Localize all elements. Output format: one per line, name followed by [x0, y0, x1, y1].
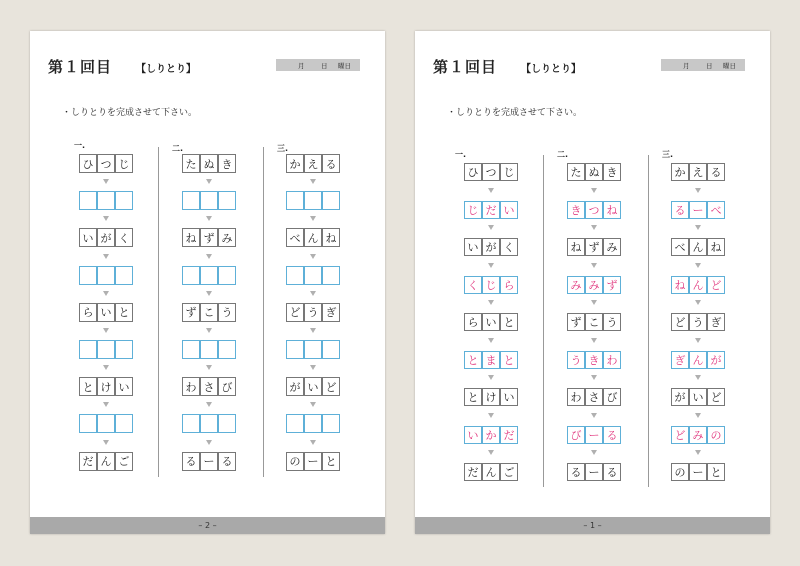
- blank-box[interactable]: [322, 191, 340, 210]
- down-arrow-icon: [591, 188, 597, 193]
- blank-box[interactable]: [79, 340, 97, 359]
- word-row: [286, 452, 340, 471]
- char-box: え: [689, 163, 707, 181]
- column-divider: [263, 147, 264, 477]
- blank-box[interactable]: [286, 266, 304, 285]
- char-box: が: [482, 238, 500, 256]
- char-box: る: [322, 154, 340, 173]
- down-arrow-icon: [206, 291, 212, 296]
- char-box: ね: [671, 276, 689, 294]
- char-box: ご: [500, 463, 518, 481]
- char-box: ん: [304, 228, 322, 247]
- answer-blank-row[interactable]: [79, 414, 133, 433]
- down-arrow-icon: [206, 402, 212, 407]
- char-box: み: [689, 426, 707, 444]
- down-arrow-icon: [591, 263, 597, 268]
- down-arrow-icon: [103, 365, 109, 370]
- char-box: と: [115, 303, 133, 322]
- char-box: こ: [200, 303, 218, 322]
- word-row: [182, 303, 236, 322]
- word-row: [567, 163, 621, 181]
- char-box: ね: [322, 228, 340, 247]
- char-box: ぎ: [707, 313, 725, 331]
- answer-blank-row[interactable]: [182, 191, 236, 210]
- blank-box[interactable]: [97, 266, 115, 285]
- char-box: き: [585, 351, 603, 369]
- blank-box[interactable]: [182, 191, 200, 210]
- down-arrow-icon: [103, 402, 109, 407]
- char-box: い: [689, 388, 707, 406]
- down-arrow-icon: [310, 328, 316, 333]
- blank-box[interactable]: [286, 191, 304, 210]
- down-arrow-icon: [310, 179, 316, 184]
- char-box: さ: [585, 388, 603, 406]
- char-box: ぎ: [322, 303, 340, 322]
- date-day: 日: [706, 61, 713, 70]
- answer-row: [671, 276, 725, 294]
- char-box: い: [482, 313, 500, 331]
- page-title: 第１回目: [433, 58, 498, 76]
- blank-box[interactable]: [200, 414, 218, 433]
- date-box: [661, 59, 745, 71]
- char-box: わ: [182, 377, 200, 396]
- char-box: い: [500, 201, 518, 219]
- char-box: さ: [200, 377, 218, 396]
- char-box: い: [304, 377, 322, 396]
- blank-box[interactable]: [79, 414, 97, 433]
- char-box: る: [603, 426, 621, 444]
- worksheet-tag: 【しりとり】: [521, 64, 581, 75]
- worksheet-tag: 【しりとり】: [136, 64, 196, 75]
- char-box: う: [689, 313, 707, 331]
- char-box: び: [218, 377, 236, 396]
- blank-box[interactable]: [322, 340, 340, 359]
- down-arrow-icon: [695, 300, 701, 305]
- char-box: ひ: [79, 154, 97, 173]
- char-box: ね: [603, 201, 621, 219]
- word-row: [567, 313, 621, 331]
- down-arrow-icon: [695, 450, 701, 455]
- char-box: る: [603, 463, 621, 481]
- down-arrow-icon: [591, 375, 597, 380]
- down-arrow-icon: [488, 263, 494, 268]
- answer-row: [567, 276, 621, 294]
- char-box: く: [464, 276, 482, 294]
- char-box: く: [500, 238, 518, 256]
- char-box: ん: [689, 238, 707, 256]
- char-box: き: [603, 163, 621, 181]
- char-box: け: [97, 377, 115, 396]
- char-box: ど: [707, 388, 725, 406]
- char-box: ご: [115, 452, 133, 471]
- answer-blank-row[interactable]: [182, 340, 236, 359]
- blank-box[interactable]: [182, 414, 200, 433]
- blank-box[interactable]: [286, 340, 304, 359]
- word-row: [464, 388, 518, 406]
- down-arrow-icon: [310, 440, 316, 445]
- char-box: と: [322, 452, 340, 471]
- column-label-1: 一.: [74, 141, 86, 150]
- char-box: み: [567, 276, 585, 294]
- down-arrow-icon: [488, 375, 494, 380]
- word-row: [79, 154, 133, 173]
- char-box: と: [500, 351, 518, 369]
- column-label-2: 二.: [172, 144, 184, 153]
- char-box: だ: [500, 426, 518, 444]
- char-box: き: [567, 201, 585, 219]
- date-month: 月: [298, 61, 305, 70]
- char-box: た: [182, 154, 200, 173]
- answer-blank-row[interactable]: [182, 414, 236, 433]
- char-box: じ: [115, 154, 133, 173]
- word-row: [464, 463, 518, 481]
- word-row: [567, 463, 621, 481]
- answer-blank-row[interactable]: [79, 266, 133, 285]
- instruction-text: ・しりとりを完成させて下さい。: [447, 108, 583, 118]
- char-box: ず: [567, 313, 585, 331]
- blank-box[interactable]: [200, 340, 218, 359]
- answer-row: [464, 426, 518, 444]
- date-box: [276, 59, 360, 71]
- char-box: が: [707, 351, 725, 369]
- char-box: み: [603, 238, 621, 256]
- down-arrow-icon: [103, 216, 109, 221]
- instruction-text: ・しりとりを完成させて下さい。: [62, 108, 198, 118]
- char-box: ん: [689, 276, 707, 294]
- blank-box[interactable]: [79, 191, 97, 210]
- char-box: ど: [671, 426, 689, 444]
- blank-box[interactable]: [218, 340, 236, 359]
- down-arrow-icon: [103, 254, 109, 259]
- down-arrow-icon: [591, 413, 597, 418]
- down-arrow-icon: [695, 188, 701, 193]
- char-box: の: [286, 452, 304, 471]
- char-box: じ: [500, 163, 518, 181]
- char-box: ど: [286, 303, 304, 322]
- char-box: い: [464, 426, 482, 444]
- char-box: ず: [603, 276, 621, 294]
- char-box: ら: [500, 276, 518, 294]
- down-arrow-icon: [488, 300, 494, 305]
- char-box: る: [567, 463, 585, 481]
- blank-box[interactable]: [218, 266, 236, 285]
- char-box: ぬ: [585, 163, 603, 181]
- word-row: [79, 303, 133, 322]
- char-box: じ: [482, 276, 500, 294]
- blank-box[interactable]: [304, 191, 322, 210]
- answer-row: [671, 351, 725, 369]
- answer-row: [671, 201, 725, 219]
- down-arrow-icon: [488, 450, 494, 455]
- char-box: う: [603, 313, 621, 331]
- down-arrow-icon: [103, 328, 109, 333]
- char-box: だ: [482, 201, 500, 219]
- column-divider: [648, 155, 649, 487]
- char-box: か: [671, 163, 689, 181]
- page-title: 第１回目: [48, 58, 113, 76]
- down-arrow-icon: [591, 300, 597, 305]
- char-box: と: [79, 377, 97, 396]
- char-box: う: [567, 351, 585, 369]
- blank-box[interactable]: [322, 414, 340, 433]
- column-label-3: 三.: [277, 144, 289, 153]
- char-box: ん: [689, 351, 707, 369]
- char-box: ら: [79, 303, 97, 322]
- answer-blank-row[interactable]: [286, 414, 340, 433]
- char-box: ー: [200, 452, 218, 471]
- down-arrow-icon: [206, 216, 212, 221]
- char-box: る: [671, 201, 689, 219]
- column-divider: [543, 155, 544, 487]
- char-box: ぎ: [671, 351, 689, 369]
- blank-box[interactable]: [218, 414, 236, 433]
- char-box: ず: [585, 238, 603, 256]
- char-box: ひ: [464, 163, 482, 181]
- blank-box[interactable]: [200, 266, 218, 285]
- char-box: か: [482, 426, 500, 444]
- char-box: ず: [182, 303, 200, 322]
- worksheet-page-left: [30, 31, 385, 534]
- char-box: み: [218, 228, 236, 247]
- word-row: [286, 303, 340, 322]
- answer-blank-row[interactable]: [182, 266, 236, 285]
- answer-row: [567, 426, 621, 444]
- char-box: く: [115, 228, 133, 247]
- char-box: わ: [603, 351, 621, 369]
- date-weekday: 曜日: [723, 61, 736, 70]
- char-box: が: [286, 377, 304, 396]
- answer-row: [464, 351, 518, 369]
- date-weekday: 曜日: [338, 61, 351, 70]
- word-row: [79, 228, 133, 247]
- blank-box[interactable]: [200, 191, 218, 210]
- word-row: [671, 388, 725, 406]
- down-arrow-icon: [310, 365, 316, 370]
- char-box: じ: [464, 201, 482, 219]
- word-row: [567, 238, 621, 256]
- char-box: ど: [707, 276, 725, 294]
- word-row: [182, 228, 236, 247]
- word-row: [671, 163, 725, 181]
- blank-box[interactable]: [97, 340, 115, 359]
- down-arrow-icon: [103, 291, 109, 296]
- down-arrow-icon: [591, 225, 597, 230]
- char-box: が: [97, 228, 115, 247]
- blank-box[interactable]: [79, 266, 97, 285]
- word-row: [464, 313, 518, 331]
- char-box: ー: [689, 463, 707, 481]
- down-arrow-icon: [488, 413, 494, 418]
- blank-box[interactable]: [322, 266, 340, 285]
- down-arrow-icon: [695, 263, 701, 268]
- word-row: [464, 238, 518, 256]
- answer-row: [464, 201, 518, 219]
- char-box: だ: [79, 452, 97, 471]
- char-box: い: [79, 228, 97, 247]
- char-box: い: [500, 388, 518, 406]
- answer-row: [464, 276, 518, 294]
- down-arrow-icon: [310, 216, 316, 221]
- char-box: だ: [464, 463, 482, 481]
- page-footer: – 2 –: [30, 517, 385, 534]
- char-box: ー: [304, 452, 322, 471]
- char-box: べ: [671, 238, 689, 256]
- word-row: [286, 228, 340, 247]
- column-label-2: 二.: [557, 150, 569, 159]
- word-row: [286, 154, 340, 173]
- down-arrow-icon: [310, 254, 316, 259]
- char-box: べ: [286, 228, 304, 247]
- char-box: い: [464, 238, 482, 256]
- down-arrow-icon: [206, 328, 212, 333]
- char-box: た: [567, 163, 585, 181]
- answer-blank-row[interactable]: [286, 266, 340, 285]
- word-row: [671, 238, 725, 256]
- blank-box[interactable]: [304, 266, 322, 285]
- char-box: ん: [97, 452, 115, 471]
- page-footer: – 1 –: [415, 517, 770, 534]
- char-box: の: [707, 426, 725, 444]
- char-box: び: [567, 426, 585, 444]
- char-box: ま: [482, 351, 500, 369]
- answer-blank-row[interactable]: [79, 340, 133, 359]
- word-row: [671, 463, 725, 481]
- word-row: [671, 313, 725, 331]
- char-box: つ: [482, 163, 500, 181]
- word-row: [464, 163, 518, 181]
- char-box: つ: [585, 201, 603, 219]
- down-arrow-icon: [488, 188, 494, 193]
- answer-blank-row[interactable]: [286, 340, 340, 359]
- down-arrow-icon: [488, 225, 494, 230]
- answer-row: [567, 351, 621, 369]
- char-box: け: [482, 388, 500, 406]
- char-box: ん: [482, 463, 500, 481]
- down-arrow-icon: [695, 375, 701, 380]
- word-row: [182, 452, 236, 471]
- char-box: と: [707, 463, 725, 481]
- blank-box[interactable]: [115, 414, 133, 433]
- column-divider: [158, 147, 159, 477]
- char-box: ら: [464, 313, 482, 331]
- blank-box[interactable]: [115, 340, 133, 359]
- blank-box[interactable]: [286, 414, 304, 433]
- char-box: き: [218, 154, 236, 173]
- down-arrow-icon: [310, 291, 316, 296]
- char-box: つ: [97, 154, 115, 173]
- column-label-3: 三.: [662, 150, 674, 159]
- char-box: が: [671, 388, 689, 406]
- char-box: う: [218, 303, 236, 322]
- char-box: ど: [322, 377, 340, 396]
- down-arrow-icon: [695, 338, 701, 343]
- char-box: ー: [585, 426, 603, 444]
- down-arrow-icon: [310, 402, 316, 407]
- blank-box[interactable]: [115, 191, 133, 210]
- answer-blank-row[interactable]: [79, 191, 133, 210]
- char-box: ず: [200, 228, 218, 247]
- blank-box[interactable]: [97, 191, 115, 210]
- char-box: ど: [671, 313, 689, 331]
- word-row: [567, 388, 621, 406]
- blank-box[interactable]: [304, 340, 322, 359]
- char-box: ね: [707, 238, 725, 256]
- word-row: [79, 377, 133, 396]
- char-box: い: [97, 303, 115, 322]
- char-box: わ: [567, 388, 585, 406]
- worksheet-page-right: [415, 31, 770, 534]
- down-arrow-icon: [206, 365, 212, 370]
- blank-box[interactable]: [182, 340, 200, 359]
- char-box: の: [671, 463, 689, 481]
- down-arrow-icon: [103, 179, 109, 184]
- word-row: [79, 452, 133, 471]
- down-arrow-icon: [695, 413, 701, 418]
- blank-box[interactable]: [182, 266, 200, 285]
- down-arrow-icon: [103, 440, 109, 445]
- word-row: [182, 377, 236, 396]
- answer-row: [671, 426, 725, 444]
- answer-blank-row[interactable]: [286, 191, 340, 210]
- down-arrow-icon: [206, 254, 212, 259]
- blank-box[interactable]: [97, 414, 115, 433]
- char-box: ぬ: [200, 154, 218, 173]
- char-box: ー: [585, 463, 603, 481]
- word-row: [286, 377, 340, 396]
- down-arrow-icon: [695, 225, 701, 230]
- char-box: る: [182, 452, 200, 471]
- char-box: ー: [689, 201, 707, 219]
- char-box: び: [603, 388, 621, 406]
- char-box: ね: [182, 228, 200, 247]
- blank-box[interactable]: [218, 191, 236, 210]
- char-box: と: [464, 351, 482, 369]
- column-label-1: 一.: [455, 150, 467, 159]
- down-arrow-icon: [206, 179, 212, 184]
- char-box: ね: [567, 238, 585, 256]
- char-box: い: [115, 377, 133, 396]
- char-box: み: [585, 276, 603, 294]
- date-month: 月: [683, 61, 690, 70]
- word-row: [182, 154, 236, 173]
- char-box: こ: [585, 313, 603, 331]
- down-arrow-icon: [488, 338, 494, 343]
- char-box: と: [500, 313, 518, 331]
- down-arrow-icon: [591, 338, 597, 343]
- answer-row: [567, 201, 621, 219]
- blank-box[interactable]: [304, 414, 322, 433]
- blank-box[interactable]: [115, 266, 133, 285]
- char-box: べ: [707, 201, 725, 219]
- char-box: か: [286, 154, 304, 173]
- char-box: る: [218, 452, 236, 471]
- char-box: る: [707, 163, 725, 181]
- down-arrow-icon: [206, 440, 212, 445]
- char-box: え: [304, 154, 322, 173]
- char-box: う: [304, 303, 322, 322]
- down-arrow-icon: [591, 450, 597, 455]
- date-day: 日: [321, 61, 328, 70]
- char-box: と: [464, 388, 482, 406]
